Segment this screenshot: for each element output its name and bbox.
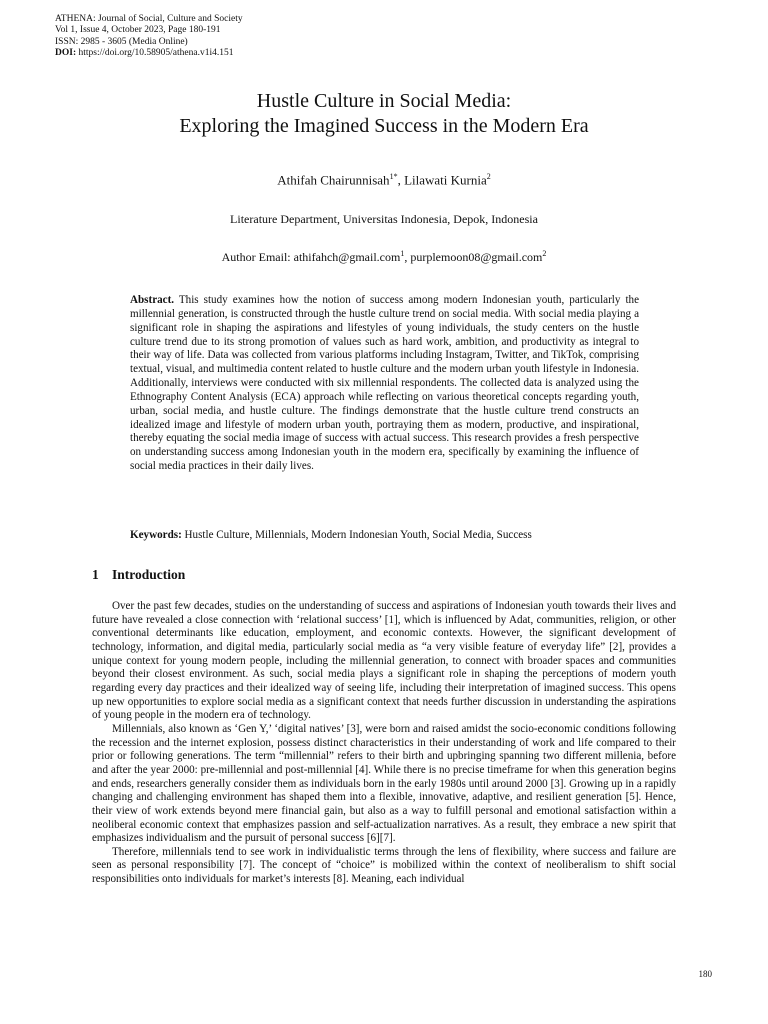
keywords-text: Hustle Culture, Millennials, Modern Indonesian Youth, Social Media, Success xyxy=(181,529,532,541)
abstract xyxy=(130,294,639,474)
section-title: Introduction xyxy=(112,567,186,582)
email-1[interactable]: athifahch@gmail.com xyxy=(293,250,401,264)
author-separator: , xyxy=(397,172,405,188)
affiliation: Literature Department, Universitas Indonesia, Depok, Indonesia xyxy=(230,212,538,226)
author-1-affiliation-mark: 1* xyxy=(389,172,398,181)
paragraph: Millennials, also known as ‘Gen Y,’ ‘digital natives’ [3], were born and raised amidst the socio-economic conditions following the recession and the internet explosion, possess distinct characteristics in their understanding of work and life compared to their prior or following generations. The term “millennial” refers to their birth and upbringing spanning two different millenia, before and after the year 2000: pre-millennial and post-millennial [4]. While there is no precise timeframe for when this generation begins and ends, researchers generally consider them as individuals born in the early 1980s until around 2000 [3]. Growing up in a rapidly changing and challenging environment has shaped them into a flexible, innovative, adaptive, and resilient generation [5]. Hence, their view of work extends beyond mere financial gain, but also as a way to fulfill personal and emotional satisfaction within a neoliberal economic context that emphasizes passion and self-actualization narratives. As a result, they embrace a new spirit that emphasizes individualism and the pursuit of personal success [6][7]. xyxy=(92,722,676,845)
journal-doi xyxy=(55,48,243,59)
email-2[interactable]: purplemoon08@gmail.com xyxy=(410,250,543,264)
email-1-mark: 1 xyxy=(400,249,405,258)
journal-name: ATHENA: Journal of Social, Culture and Society xyxy=(55,14,243,24)
author-2: Lilawati Kurnia xyxy=(404,172,487,188)
paragraph: Therefore, millennials tend to see work in individualistic terms through the lens of flexibility, where success and failure are seen as personal responsibility [7]. The concept of “choice” is mobilized within the context of neoliberalism to shift social responsibilities onto individuals for market’s interests [8]. Meaning, each individual xyxy=(92,845,676,886)
abstract-text: This study examines how the notion of success among modern Indonesian youth, particularly the millennial generation, is constructed through the hustle culture trend on social media. With social media playing a significant role in shaping the aspirations and lifestyles of young individuals, the study centers on the hustle culture trend due to its strong promotion of values such as hard work, ambition, and productivity as integral to their way of life. Data was collected from various platforms including Instagram, Twitter, and TikTok, comprising textual, visual, and multimedia content related to hustle culture and the modern urban youth lifestyle in Indonesia. Additionally, interviews were conducted with six millennial respondents. The collected data is analyzed using the Ethnography Content Analysis (ECA) approach while reflecting on various theoretical concepts regarding youth, urban, social media, and hustle culture. The findings demonstrate that the hustle culture trend constructs an idealized image and lifestyle of modern urban youth, portraying them as modern, productive, and inspirational, thereby equating the social media image of success with actual success. This research provides a fresh perspective on understanding success among Indonesian youth in the modern era, specifically by examining the influence of social media practices in their daily lives. xyxy=(130,294,639,473)
author-1: Athifah Chairunnisah xyxy=(277,172,390,188)
email-label: Author Email: xyxy=(221,250,294,264)
author-list xyxy=(0,172,768,188)
abstract-label: Abstract. xyxy=(130,294,175,306)
author-2-affiliation-mark: 2 xyxy=(486,172,491,181)
section-heading xyxy=(92,567,185,583)
journal-header xyxy=(55,14,243,59)
email-2-mark: 2 xyxy=(542,249,547,258)
author-email xyxy=(0,249,768,265)
title-line-1: Hustle Culture in Social Media: xyxy=(256,90,512,112)
introduction-body xyxy=(92,600,676,887)
email-separator: , xyxy=(404,250,411,264)
journal-issn: ISSN: 2985 - 3605 (Media Online) xyxy=(55,36,188,47)
keywords xyxy=(130,528,639,542)
paragraph: Over the past few decades, studies on the understanding of success and aspirations of Indonesian youth towards their lives and future have revealed a close connection with ‘relational success’ [1], which is influenced by Adat, communities, religion, or other conventional determinants like education, employment, and economic contexts. However, the significant development of technology, information, and digital media, particularly social media as “a very visible feature of everyday life” [2], provides a unique context for young modern people, including the millennial generation, to connect with broader spaces and communities beyond their closest environment. As such, social media plays a significant role in shaping the perceptions of modern youth regarding every day practices and their idealized way of seeing life, including their interpretation of imagined success. This opens up new opportunities to explore social media as a significant context that needs further discussion in understanding the aspirations of young people in the modern era of technology. xyxy=(92,600,676,722)
paper-title xyxy=(0,89,768,139)
page-number: 180 xyxy=(698,969,712,979)
doi-link[interactable]: https://doi.org/10.58905/athena.v1i4.151 xyxy=(76,47,234,58)
doi-label: DOI: xyxy=(55,47,77,58)
journal-volume: Vol 1, Issue 4, October 2023, Page 180-191 xyxy=(55,25,221,36)
keywords-label: Keywords: xyxy=(130,529,182,541)
section-number: 1 xyxy=(92,567,99,582)
title-line-2: Exploring the Imagined Success in the Modern Era xyxy=(179,115,589,137)
